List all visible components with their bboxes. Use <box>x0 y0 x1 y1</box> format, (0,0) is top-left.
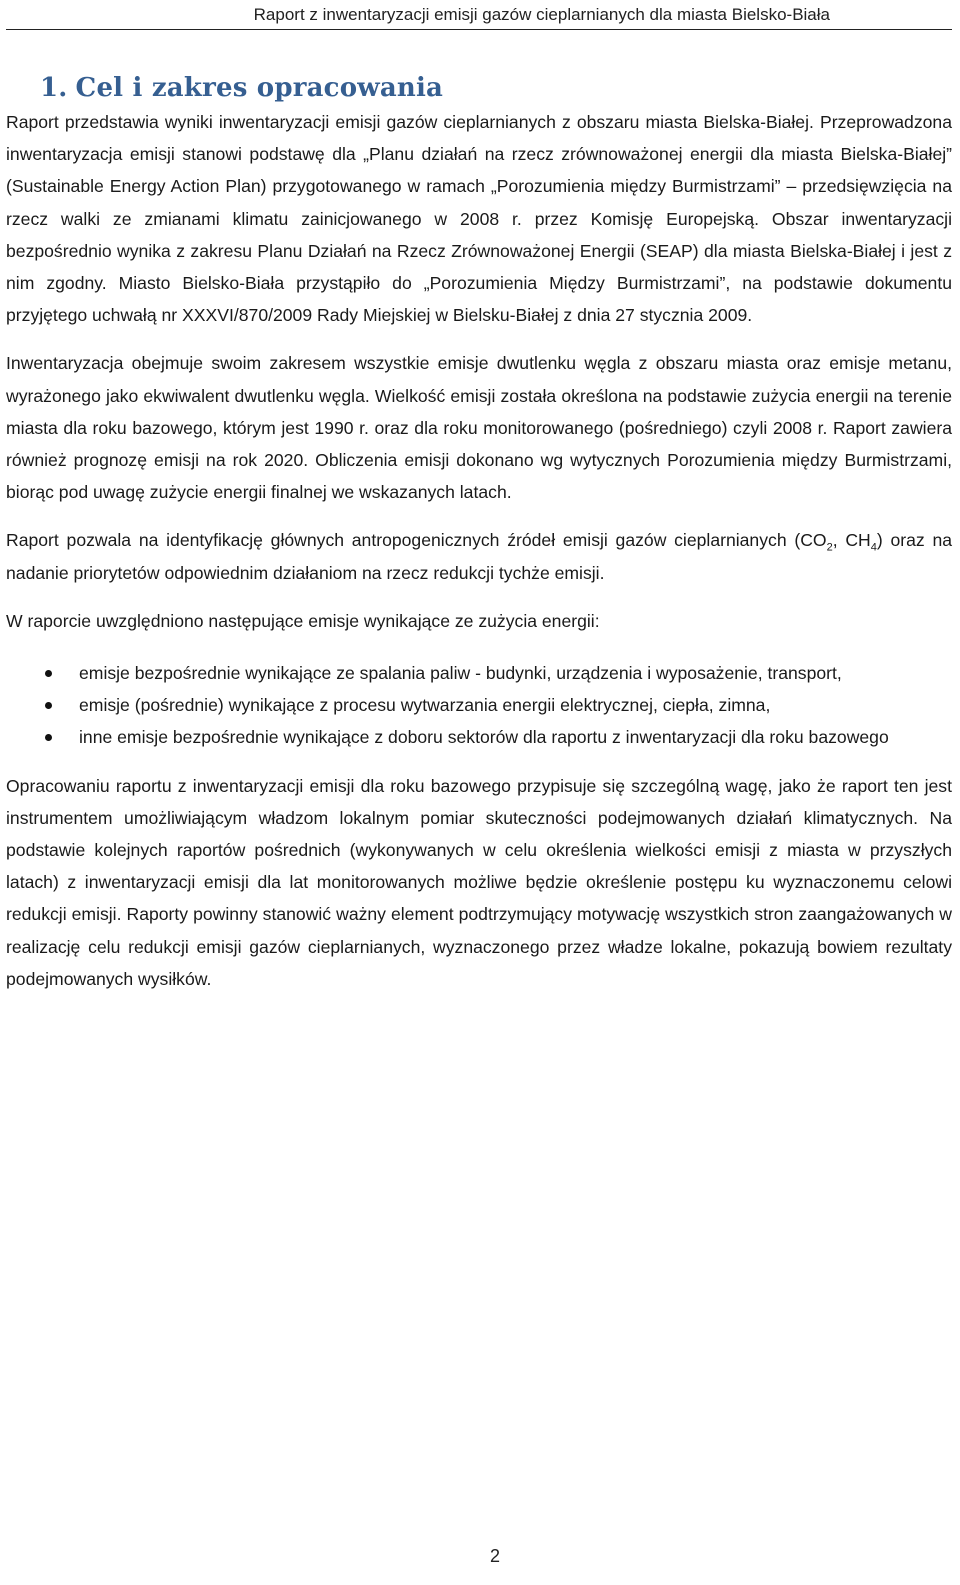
list-item <box>6 721 952 753</box>
paragraph-scope: Inwentaryzacja obejmuje swoim zakresem wszystkie emisje dwutlenku węgla z obszaru miasta oraz emisje metanu, wyrażonego jako ekwiwalent dwutlenku węgla. Wielkość emisji została określona na podstawie zużycia energii na terenie miasta dla roku bazowego, którym jest 1990 r. oraz dla roku monitorowanego (pośredniego) czyli 2008 r. Raport zawiera również prognozę emisji na rok 2020. Obliczenia emisji dokonano wg wytycznych Porozumienia między Burmistrzami, biorąc pod uwagę zużycie energii finalnej we wskazanych latach. <box>6 353 952 503</box>
text-run: , CH <box>832 530 871 551</box>
bullet-icon <box>45 670 52 677</box>
list-item-text: emisje (pośrednie) wynikające z procesu wytwarzania energii elektrycznej, ciepła, zimna, <box>79 695 771 716</box>
emission-list <box>6 657 952 754</box>
list-item-text: emisje bezpośrednie wynikające ze spalania paliw - budynki, urządzenia i wyposażenie, transport, <box>79 663 842 684</box>
list-item-text: inne emisje bezpośrednie wynikające z doboru sektorów dla raportu z inwentaryzacji dla roku bazowego <box>79 727 889 748</box>
text-run: ) oraz na nadanie priorytetów odpowiednim działaniom na rzecz redukcji tychże emisji. <box>6 530 953 583</box>
paragraph-spacer <box>6 589 952 605</box>
paragraph-spacer <box>6 754 952 770</box>
section-heading <box>40 70 952 106</box>
paragraph-spacer <box>6 508 952 524</box>
bullet-icon <box>45 734 52 741</box>
list-item <box>6 657 952 689</box>
text-run: Raport pozwala na identyfikację głównych antropogenicznych źródeł emisji gazów cieplarnianych (CO <box>6 530 827 551</box>
paragraph-conclusion: Opracowaniu raportu z inwentaryzacji emisji dla roku bazowego przypisuje się szczególną wagę, jako że raport ten jest instrumentem umożliwiającym władzom lokalnym pomiar skuteczności podejmowanych działań klimatycznych. Na podstawie kolejnych raportów pośrednich (wykonywanych w celu określenia wielkości emisji z miasta w przyszłych latach) z inwentaryzacji emisji dla lat monitorowanych możliwe będzie określenie postępu ku wyznaczonemu celowi redukcji emisji. Raporty powinny stanowić ważny element podtrzymujący motywację wszystkich stron zaangażowanych w realizację celu redukcji emisji gazów cieplarnianych, wyznaczonego przez władze lokalne, pokazują bowiem rezultaty podejmowanych wysiłków. <box>6 775 952 989</box>
page-number: 2 <box>489 1546 500 1566</box>
subscript-ch4: 4 <box>870 541 877 554</box>
page-content <box>6 70 952 995</box>
bullet-icon <box>45 702 52 709</box>
section-number: 1. <box>40 73 68 103</box>
subscript-co2: 2 <box>826 541 833 554</box>
section-title: Cel i zakres opracowania <box>75 73 444 103</box>
running-header: Raport z inwentaryzacji emisji gazów cieplarnianych dla miasta Bielsko-Biała <box>6 4 952 30</box>
paragraph-intro: Raport przedstawia wyniki inwentaryzacji emisji gazów cieplarnianych z obszaru miasta Bielska-Białej. Przeprowadzona inwentaryzacja emisji stanowi podstawę dla „Planu działań na rzecz zrównoważonej energii dla miasta Bielska-Białej” (Sustainable Energy Action Plan) przygotowanego w ramach „Porozumienia między Burmistrzami” – przedsięwzięcia na rzecz walki ze zmianami klimatu zainicjowanego w 2008 r. przez Komisję Europejską. Obszar inwentaryzacji bezpośrednio wynika z zakresu Planu Działań na Rzecz Zrównoważonej Energii (SEAP) dla miasta Bielska-Białej i jest z nim zgodny. Miasto Bielsko-Biała przystąpiło do „Porozumienia Między Burmistrzami”, na podstawie dokumentu przyjętego uchwałą nr XXXVI/870/2009 Rady Miejskiej w Bielsku-Białej z dnia 27 stycznia 2009. <box>6 112 952 326</box>
paragraph-identification <box>6 524 952 588</box>
list-item <box>6 689 952 721</box>
paragraph-list-intro: W raporcie uwzględniono następujące emisje wynikające ze zużycia energii: <box>6 610 600 631</box>
paragraph-spacer <box>6 331 952 347</box>
paragraph-spacer <box>6 637 952 657</box>
